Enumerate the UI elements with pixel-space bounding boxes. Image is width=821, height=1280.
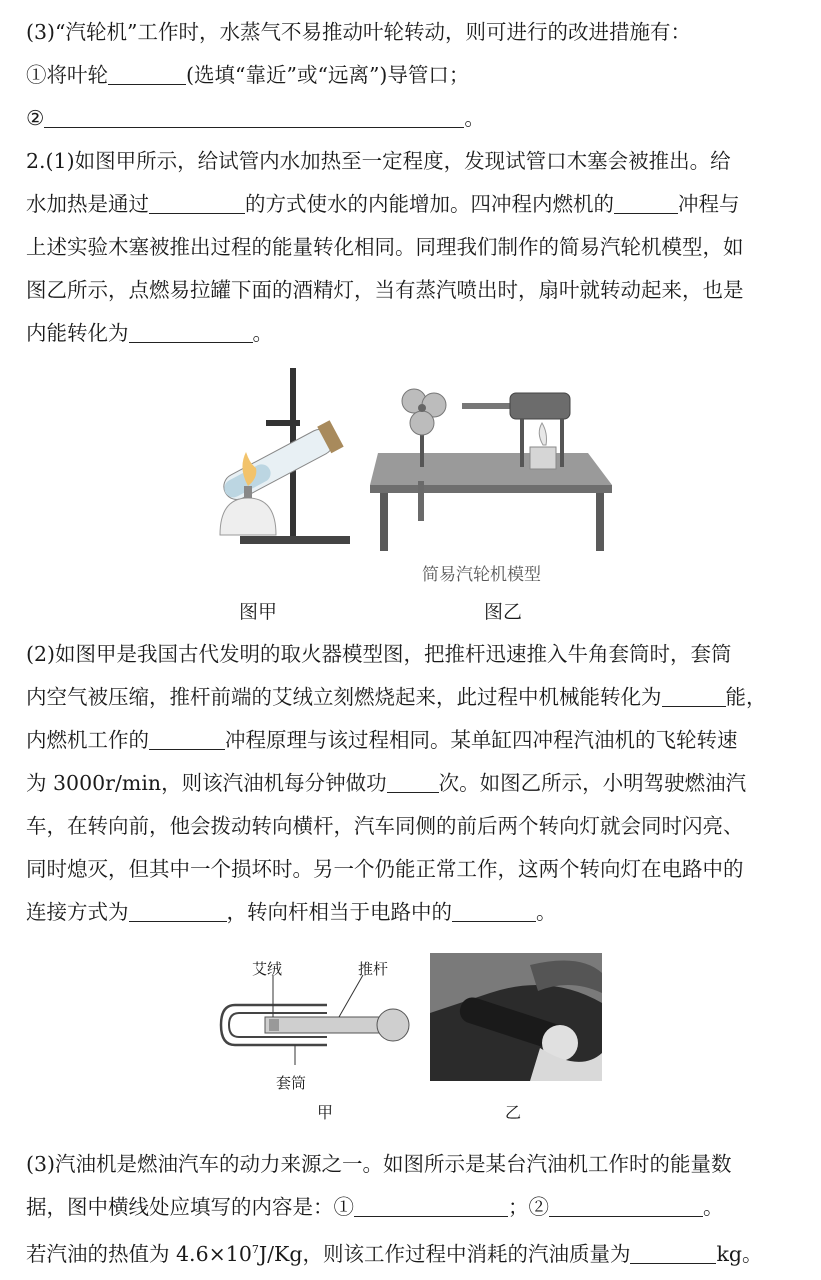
- q3-line-1: (3)“汽轮机”工作时，水蒸气不易推动叶轮转动，则可进行的改进措施有：: [26, 20, 691, 44]
- q2p2-line-6: 同时熄灭，但其中一个损坏时。另一个仍能正常工作，这两个转向灯在电路中的: [26, 857, 744, 881]
- caption-fig2-jia: 甲: [317, 1103, 334, 1122]
- q2p3-line-1: (3)汽油机是燃油汽车的动力来源之一。如图所示是某台汽油机工作时的能量数: [26, 1152, 732, 1176]
- q2p1-line-2: 水加热是通过 的方式使水的内能增加。四冲程内燃机的 冲程与: [26, 192, 740, 216]
- q2p2-line-1: (2)如图甲是我国古代发明的取火器模型图，把推杆迅速推入牛角套筒时，套筒: [26, 642, 732, 666]
- answer-blank[interactable]: [662, 686, 726, 707]
- q2p2-line-2: 内空气被压缩，推杆前端的艾绒立刻燃烧起来，此过程中机械能转化为 能，: [26, 685, 767, 709]
- answer-blank[interactable]: [129, 901, 227, 922]
- q2p1-line-3: 上述实验木塞被推出过程的能量转化相同。同理我们制作的简易汽轮机模型，如: [26, 235, 744, 259]
- label-airong: 艾绒: [252, 960, 283, 978]
- answer-blank[interactable]: [549, 1196, 703, 1217]
- q2p2-line-3: 内燃机工作的 冲程原理与该过程相同。某单缸四冲程汽油机的飞轮转速: [26, 728, 738, 752]
- figure-yi-turn-signal-lever: [430, 953, 602, 1081]
- answer-blank[interactable]: [452, 901, 536, 922]
- figure-yi-steam-turbine: [370, 375, 620, 555]
- caption-fig-jia: 图甲: [239, 601, 278, 623]
- caption-fig-yi: 图乙: [484, 601, 523, 623]
- answer-blank[interactable]: [108, 64, 186, 85]
- answer-blank[interactable]: [44, 107, 464, 128]
- q2p3-line-2: 据，图中横线处应填写的内容是：① ；② 。: [26, 1195, 724, 1219]
- q2p1-line-1: 2.(1)如图甲所示，给试管内水加热至一定程度，发现试管口木塞会被推出。给: [26, 149, 731, 173]
- label-tuigan: 推杆: [358, 960, 389, 978]
- q2p2-line-5: 车，在转向前，他会拨动转向横杆，汽车同侧的前后两个转向灯就会同时闪亮、: [26, 814, 744, 838]
- q2p1-line-5: 内能转化为 。: [26, 321, 273, 345]
- caption-fig2-yi: 乙: [505, 1103, 522, 1122]
- q2p2-line-7: 连接方式为 ，转向杆相当于电路中的 。: [26, 900, 557, 924]
- q2p2-line-4: 为 3000r/min，则该汽油机每分钟做功 次。如图乙所示，小明驾驶燃油汽: [26, 771, 747, 795]
- answer-blank[interactable]: [129, 322, 253, 343]
- answer-blank[interactable]: [387, 772, 439, 793]
- answer-blank[interactable]: [614, 193, 678, 214]
- label-taotong: 套筒: [276, 1074, 307, 1092]
- answer-blank[interactable]: [630, 1243, 716, 1264]
- q3-line-3: ② 。: [26, 106, 485, 130]
- q3-line-2: ①将叶轮 (选填“靠近”或“远离”)导管口；: [26, 63, 470, 87]
- q2p1-line-4: 图乙所示，点燃易拉罐下面的酒精灯，当有蒸汽喷出时，扇叶就转动起来，也是: [26, 278, 744, 302]
- model-caption: 简易汽轮机模型: [422, 565, 541, 585]
- answer-blank[interactable]: [149, 193, 245, 214]
- answer-blank[interactable]: [149, 729, 225, 750]
- q2p3-line-3: 若汽油的热值为 $4.6\times 10^7J/Kg$，则该工作过程中消耗的汽油质量为 kg。: [26, 1241, 763, 1266]
- answer-blank[interactable]: [354, 1196, 508, 1217]
